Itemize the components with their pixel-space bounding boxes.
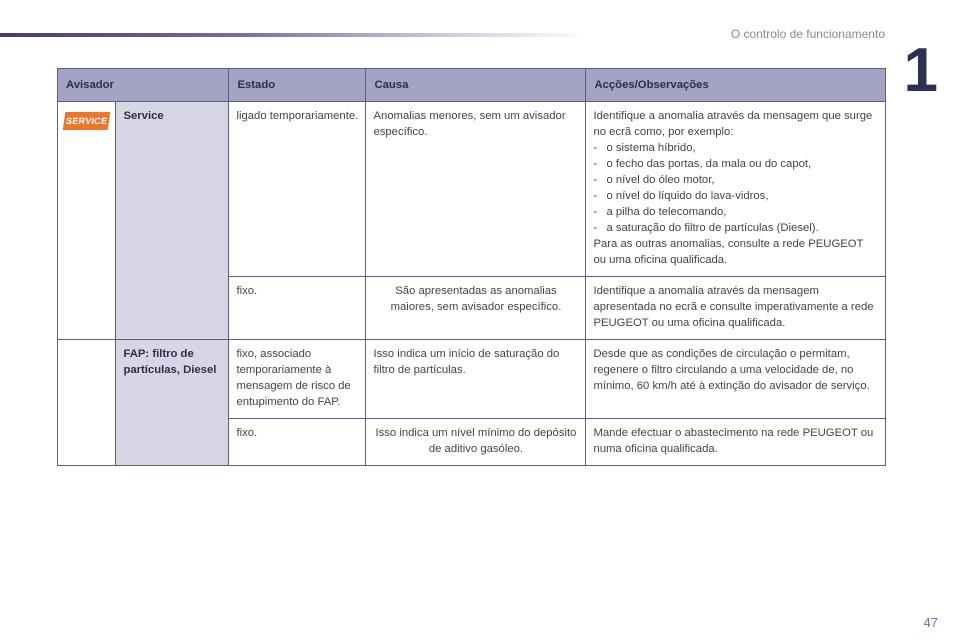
- estado-cell: fixo.: [229, 419, 366, 466]
- causa-cell: Isso indica um nível mínimo do depósito de aditivo gasóleo.: [366, 419, 586, 466]
- column-header-estado: Estado: [229, 69, 366, 102]
- fap-icon-cell: [58, 340, 116, 466]
- list-item: - a pilha do telecomando,: [593, 206, 727, 218]
- accoes-intro: Identifique a anomalia através da mensagem que surge no ecrã como, por exemplo:: [593, 110, 873, 138]
- service-warning-icon: SERVICE: [63, 112, 111, 130]
- column-header-accoes: Acções/Observações: [586, 69, 886, 102]
- service-icon-cell: [58, 102, 116, 340]
- estado-cell: ligado temporariamente.: [229, 102, 366, 277]
- accoes-cell: Identifique a anomalia através da mensagem apresentada no ecrã e consulte imperativamente a rede PEUGEOT ou uma oficina qualificada.: [586, 277, 886, 340]
- estado-cell: fixo, associado temporariamente à mensagem de risco de entupimento do FAP.: [229, 340, 366, 419]
- section-title: O controlo de funcionamento: [730, 27, 885, 41]
- list-item: - o sistema híbrido,: [593, 142, 696, 154]
- chapter-number: 1: [903, 36, 938, 105]
- accoes-cell: Mande efectuar o abastecimento na rede PEUGEOT ou numa oficina qualificada.: [586, 419, 886, 466]
- table-row: [58, 102, 886, 277]
- table-header-row: [58, 69, 886, 102]
- accoes-outro: Para as outras anomalias, consulte a rede PEUGEOT ou uma oficina qualificada.: [593, 238, 864, 266]
- accoes-cell: [586, 102, 886, 277]
- list-item: - o fecho das portas, da mala ou do capot,: [593, 158, 812, 170]
- estado-cell: fixo.: [229, 277, 366, 340]
- list-item: - o nível do óleo motor,: [593, 174, 715, 186]
- avisador-service: Service: [116, 102, 229, 340]
- causa-cell: São apresentadas as anomalias maiores, sem avisador específico.: [366, 277, 586, 340]
- list-item: - o nível do líquido do lava-vidros,: [593, 190, 769, 202]
- column-header-causa: Causa: [366, 69, 586, 102]
- accoes-cell: Desde que as condições de circulação o permitam, regenere o filtro circulando a uma velocidade de, no mínimo, 60 km/h até à extinção do avisador de serviço.: [586, 340, 886, 419]
- avisador-fap: FAP: filtro de partículas, Diesel: [116, 340, 229, 466]
- table-row: [58, 340, 886, 419]
- causa-cell: Anomalias menores, sem um avisador específico.: [366, 102, 586, 277]
- list-item: - a saturação do filtro de partículas (Diesel).: [593, 222, 819, 234]
- header-accent-bar: [0, 33, 590, 37]
- page-number: 47: [923, 615, 938, 630]
- causa-cell: Isso indica um início de saturação do filtro de partículas.: [366, 340, 586, 419]
- column-header-avisador: Avisador: [58, 69, 229, 102]
- warning-lights-table: [57, 68, 886, 466]
